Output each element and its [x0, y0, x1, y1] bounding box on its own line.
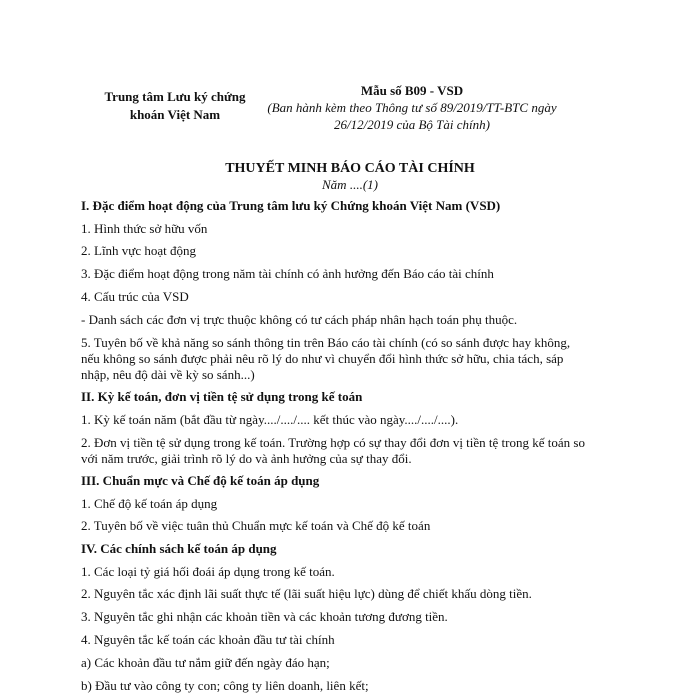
document-subtitle: Năm ....(1)	[322, 177, 378, 192]
section-1-item-1: 1. Hình thức sở hữu vốn	[81, 221, 208, 236]
section-4-item-1: 1. Các loại tỷ giá hối đoái áp dụng trong kế toán.	[81, 564, 335, 579]
organization-name-line2: khoán Việt Nam	[129, 107, 221, 122]
section-3-heading: III. Chuẩn mực và Chế độ kế toán áp dụng	[81, 473, 320, 488]
form-header	[262, 82, 562, 133]
organization-name	[80, 88, 270, 124]
section-1-item-3: 3. Đặc điểm hoạt động trong năm tài chính có ảnh hưởng đến Báo cáo tài chính	[81, 266, 494, 281]
section-4-item-4: 4. Nguyên tắc kế toán các khoản đầu tư tài chính	[81, 632, 335, 647]
section-4-item-4-a: a) Các khoản đầu tư nắm giữ đến ngày đáo hạn;	[81, 655, 330, 670]
section-2-heading: II. Kỳ kế toán, đơn vị tiền tệ sử dụng trong kế toán	[81, 389, 363, 404]
section-1-item-4-detail: - Danh sách các đơn vị trực thuộc không có tư cách pháp nhân hạch toán phụ thuộc.	[81, 312, 518, 327]
section-1-heading: I. Đặc điểm hoạt động của Trung tâm lưu ký Chứng khoán Việt Nam (VSD)	[81, 198, 501, 213]
section-3-item-2: 2. Tuyên bố về việc tuân thủ Chuẩn mực kế toán và Chế độ kế toán	[81, 518, 431, 533]
section-4-item-4-b: b) Đầu tư vào công ty con; công ty liên doanh, liên kết;	[81, 678, 369, 693]
section-2-item-1: 1. Kỳ kế toán năm (bắt đầu từ ngày..../..../.... kết thúc vào ngày..../..../....).	[81, 412, 459, 427]
section-1-item-4: 4. Cấu trúc của VSD	[81, 289, 189, 304]
section-4-heading: IV. Các chính sách kế toán áp dụng	[81, 541, 277, 556]
issuance-note-line1: (Ban hành kèm theo Thông tư số 89/2019/TT-BTC ngày	[267, 100, 557, 115]
section-1-item-5-line3: nhập, nêu độ dài về kỳ so sánh...)	[81, 367, 255, 382]
section-4-item-3: 3. Nguyên tắc ghi nhận các khoản tiền và các khoản tương đương tiền.	[81, 609, 448, 624]
section-1-item-5-line2: nếu không so sánh được phải nêu rõ lý do như vì chuyển đổi hình thức sở hữu, chia tách, sáp	[81, 351, 564, 366]
document-title: THUYẾT MINH BÁO CÁO TÀI CHÍNH	[225, 161, 475, 176]
issuance-note-line2: 26/12/2019 của Bộ Tài chính)	[334, 117, 490, 132]
section-3-item-1: 1. Chế độ kế toán áp dụng	[81, 496, 218, 511]
section-2-item-2-line1: 2. Đơn vị tiền tệ sử dụng trong kế toán. Trường hợp có sự thay đổi đơn vị tiền tệ trong kế toán so	[81, 435, 585, 450]
form-number: Mẫu số B09 - VSD	[360, 83, 464, 98]
section-4-item-2: 2. Nguyên tắc xác định lãi suất thực tế (lãi suất hiệu lực) dùng để chiết khấu dòng tiền.	[81, 586, 532, 601]
section-2-item-2-line2: với năm trước, giải trình rõ lý do và ảnh hưởng của sự thay đổi.	[81, 451, 412, 466]
section-1-item-2: 2. Lĩnh vực hoạt động	[81, 243, 197, 258]
section-1-item-5-line1: 5. Tuyên bố về khả năng so sánh thông tin trên Báo cáo tài chính (có so sánh được hay không,	[81, 335, 571, 350]
organization-name-line1: Trung tâm Lưu ký chứng	[104, 89, 246, 104]
